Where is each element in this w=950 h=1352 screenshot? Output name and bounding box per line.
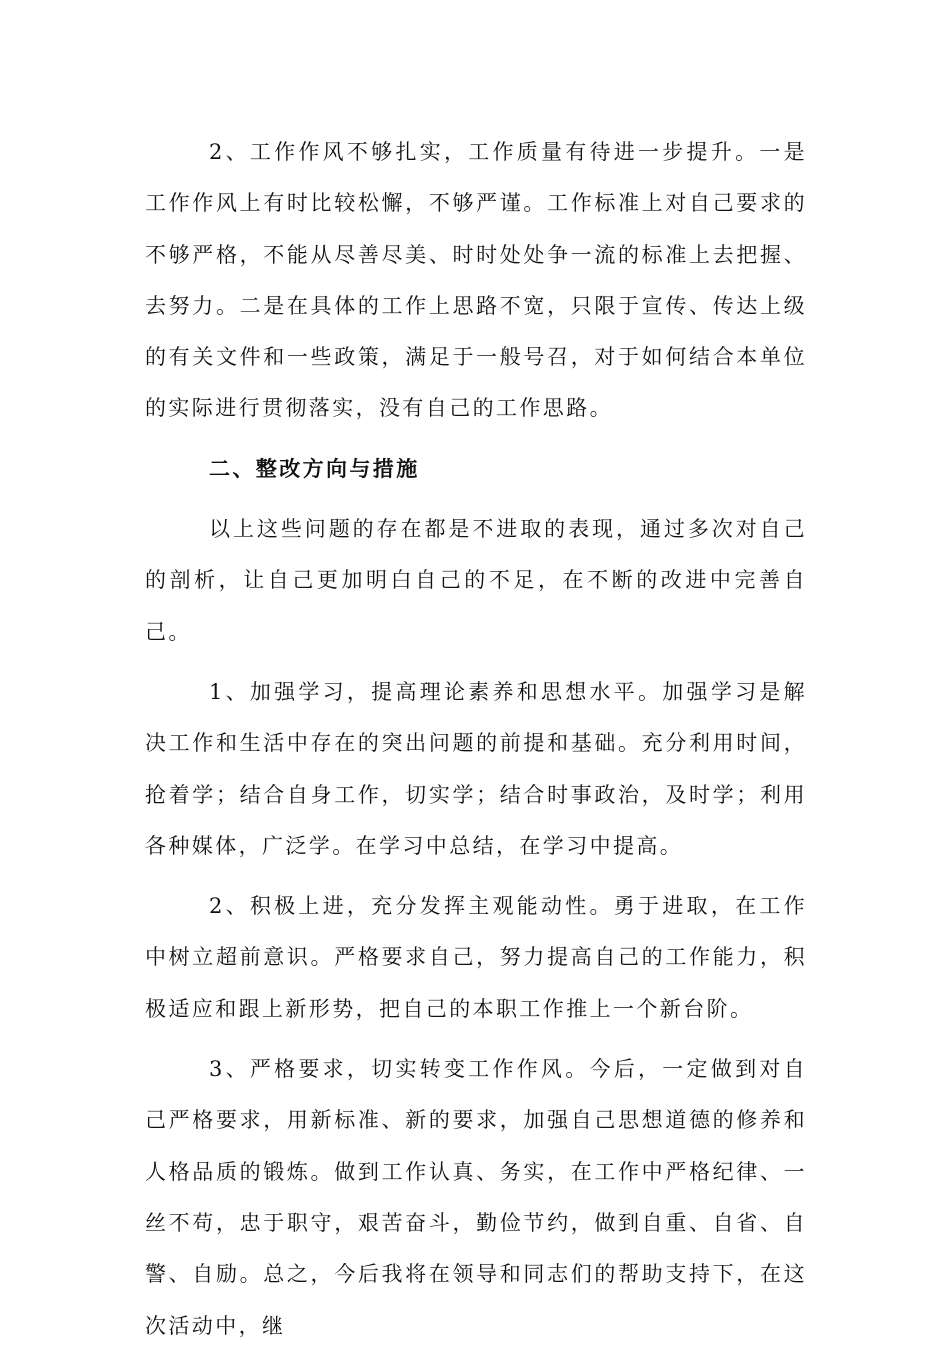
paragraph-work-style-problem: 2、工作作风不够扎实，工作质量有待进一步提升。一是工作作风上有时比较松懈，不够严谨。工作标准上对自己要求的不够严格，不能从尽善尽美、时时处处争一流的标准上去把握、去努力。二是在具体的工作上思路不宽，只限于宣传、传达上级的有关文件和一些政策，满足于一般号召，对于如何结合本单位的实际进行贯彻落实，没有自己的工作思路。 <box>145 140 807 421</box>
paragraph-measure-initiative: 2、积极上进，充分发挥主观能动性。勇于进取，在工作中树立超前意识。严格要求自己，努力提高自己的工作能力，积极适应和跟上新形势，把自己的本职工作推上一个新台阶。 <box>145 894 807 1021</box>
section-heading-rectification: 二、整改方向与措施 <box>209 456 420 481</box>
paragraph-intro-rectification: 以上这些问题的存在都是不进取的表现，通过多次对自己的剖析，让自己更加明白自己的不足，在不断的改进中完善自己。 <box>145 517 807 644</box>
document-page <box>145 127 807 1352</box>
paragraph-measure-strict: 3、严格要求，切实转变工作作风。今后，一定做到对自己严格要求，用新标准、新的要求，加强自己思想道德的修养和人格品质的锻炼。做到工作认真、务实，在工作中严格纪律、一丝不苟，忠于职守，艰苦奋斗，勤俭节约，做到自重、自省、自警、自励。总之，今后我将在领导和同志们的帮助支持下，在这次活动中，继 <box>145 1057 807 1338</box>
paragraph-measure-study: 1、加强学习，提高理论素养和思想水平。加强学习是解决工作和生活中存在的突出问题的前提和基础。充分利用时间，抢着学；结合自身工作，切实学；结合时事政治，及时学；利用各种媒体，广泛学。在学习中总结，在学习中提高。 <box>145 679 807 858</box>
